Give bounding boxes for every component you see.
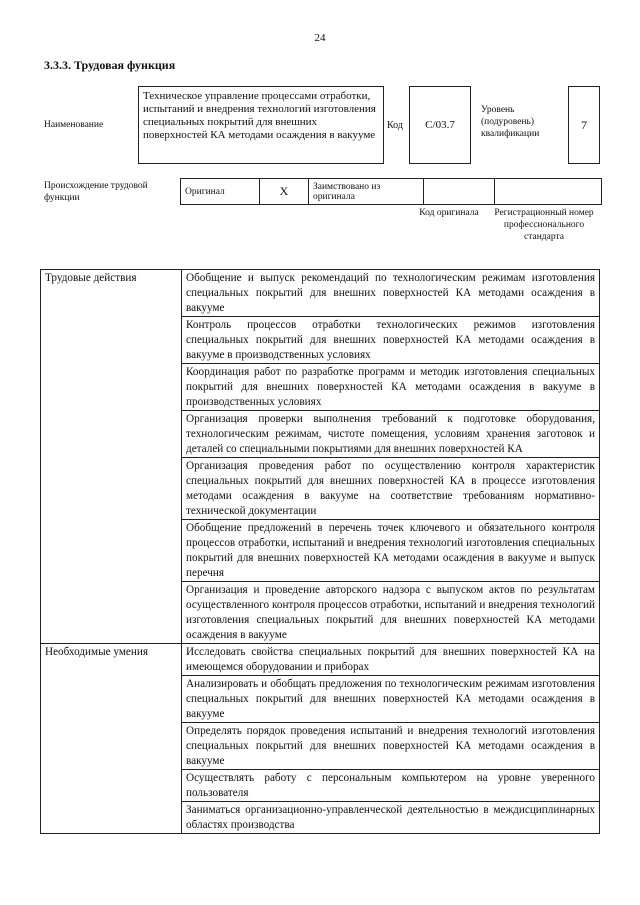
original-code-label: Код оригинала <box>419 208 479 218</box>
borrowed-label: Заимствовано из оригинала <box>309 179 424 205</box>
code-value-box <box>409 86 471 164</box>
registration-number-label: Регистрационный номер профессионального стандарта <box>494 208 594 242</box>
registration-number-cell <box>495 179 602 205</box>
original-code-cell <box>424 179 495 205</box>
name-label: Наименование <box>44 120 104 130</box>
category-cell: Трудовые действия <box>41 270 182 644</box>
item-cell: Организация проведения работ по осуществлению контроля характеристик специальных покрытий для внешних поверхностей КА в процессе изготовления методами осаждения в вакууме на соответствие требованиям нормативно-технической документации <box>182 458 600 520</box>
page-number: 24 <box>314 32 326 44</box>
item-cell: Исследовать свойства специальных покрытий для внешних поверхностей КА на имеющемся оборудовании и приборах <box>182 644 600 676</box>
item-cell: Осуществлять работу с персональным компьютером на уровне уверенного пользователя <box>182 770 600 802</box>
original-mark: X <box>260 179 309 205</box>
code-label: Код <box>387 120 403 131</box>
requirements-table <box>40 269 600 834</box>
origin-table <box>180 178 602 205</box>
qualification-level-label: Уровень (подуровень) квалификации <box>481 105 540 139</box>
item-cell: Обобщение предложений в перечень точек ключевого и обязательного контроля процессов отработки, испытаний и внедрения технологий изготовления специальных покрытий для внешних поверхностей КА методами осаждения в вакууме и выпуск перечня <box>182 520 600 582</box>
original-label: Оригинал <box>181 179 260 205</box>
table-row <box>41 270 600 317</box>
item-cell: Контроль процессов отработки технологических режимов изготовления специальных покрытий для внешних поверхностей КА методами осаждения в вакууме в производственных условиях <box>182 317 600 364</box>
qualification-level-box <box>568 86 600 164</box>
item-cell: Организация и проведение авторского надзора с выпуском актов по результатам осуществленного контроля процессов отработки, испытаний и внедрения технологий изготовления специальных покрытий для внешних поверхностей КА методами осаждения в вакууме <box>182 582 600 644</box>
section-title: 3.3.3. Трудовая функция <box>44 58 176 72</box>
table-row <box>41 644 600 676</box>
item-cell: Организация проверки выполнения требований к подготовке оборудования, технологическим режимам, чистоте помещения, условиям хранения заготовок и деталей со специальными покрытиями для внешних поверхностей КА <box>182 411 600 458</box>
function-name-box: Техническое управление процессами отработки, испытаний и внедрения технологий изготовления специальных покрытий для внешних поверхностей КА методами осаждения в вакууме <box>138 86 384 164</box>
item-cell: Обобщение и выпуск рекомендаций по технологическим режимам изготовления специальных покрытий для внешних поверхностей КА методами осаждения в вакууме <box>182 270 600 317</box>
item-cell: Заниматься организационно-управленческой деятельностью в междисциплинарных областях производства <box>182 802 600 834</box>
item-cell: Координация работ по разработке программ и методик изготовления специальных покрытий для внешних поверхностей КА методами осаждения в вакууме в производственных условиях <box>182 364 600 411</box>
category-cell: Необходимые умения <box>41 644 182 834</box>
item-cell: Определять порядок проведения испытаний и внедрения технологий изготовления специальных покрытий для внешних поверхностей КА методами осаждения в вакууме <box>182 723 600 770</box>
code-value: С/03.7 <box>425 119 455 131</box>
origin-label: Происхождение трудовой функции <box>44 181 148 203</box>
item-cell: Анализировать и обобщать предложения по технологическим режимам изготовления специальных покрытий для внешних поверхностей КА методами осаждения в вакууме <box>182 676 600 723</box>
qualification-level-value: 7 <box>581 117 587 132</box>
